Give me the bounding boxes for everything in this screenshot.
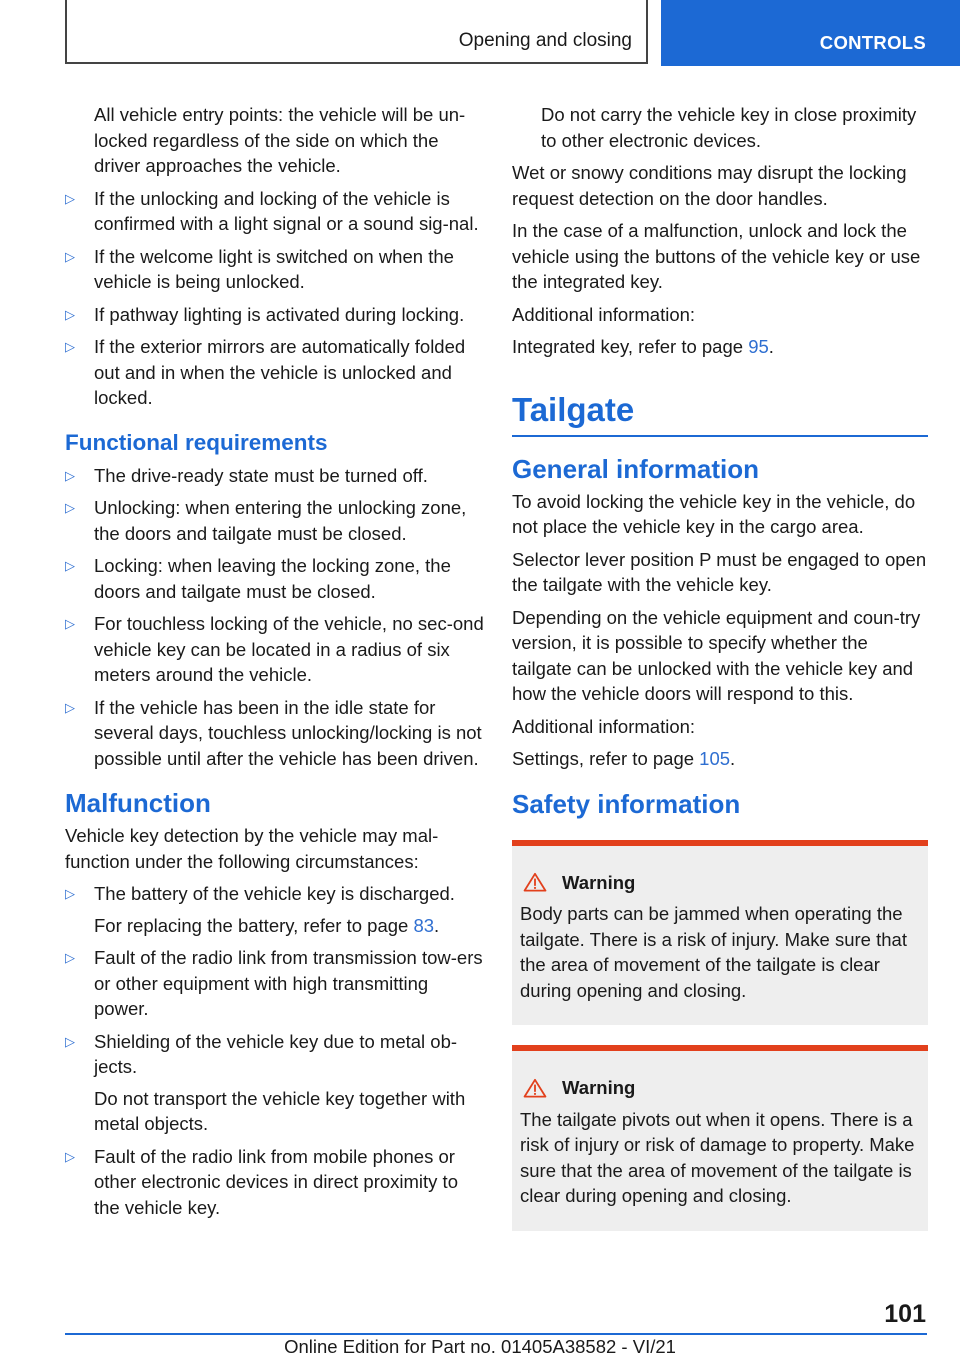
warning-box [512,840,928,1026]
header-chapter-title: CONTROLS [819,32,926,53]
warning-triangle-icon [522,872,548,892]
triangle-bullet-icon: ▷ [65,248,75,264]
list-item: ▷ The battery of the vehicle key is discharged. For replacing the battery, refer to page 83. [65,881,485,938]
options-list [65,186,485,411]
list-item: ▷ If the welcome light is switched on when the vehicle is being unlocked. [65,245,454,292]
functional-requirements-list [65,463,485,772]
triangle-bullet-icon: ▷ [65,616,75,631]
triangle-bullet-icon: ▷ [65,500,75,515]
list-item: ▷ If the exterior mirrors are automatically folded out and in when the vehicle is unlocked and locked. [65,336,466,408]
metal-objects-note: Do not transport the vehicle key together with metal objects. [94,1087,466,1134]
page-number: 101 [884,1300,926,1328]
header-section-title: Opening and closing [458,30,632,51]
malfunction-heading: Malfunction [65,788,211,818]
intro-continuation: All vehicle entry points: the vehicle will be un-locked regardless of the side on which the driver approaches the vehicle. [94,104,466,176]
integrated-key-reference: Integrated key, refer to page 95. [512,336,774,357]
malfunction-action-paragraph: In the case of a malfunction, unlock and lock the vehicle using the buttons of the vehicle key or use the integrated key. [512,220,921,292]
functional-requirements-heading: Functional requirements [65,429,328,455]
right-continuation: Do not carry the vehicle key in close proximity to other electronic devices. [541,104,917,151]
list-item: ▷ Fault of the radio link from mobile phones or other electronic devices in direct proximity to the vehicle key. [65,1145,458,1218]
list-item: ▷ If the vehicle has been in the idle state for several days, touchless unlocking/locking is not possible until after the vehicle has been driven. [65,696,482,769]
list-item: ▷ Locking: when leaving the locking zone, the doors and tailgate must be closed. [65,555,451,602]
page-link-105[interactable]: 105 [699,748,731,769]
list-item: ▷ For touchless locking of the vehicle, no sec-ond vehicle key can be located in a radius of six meters around the vehicle. [65,613,484,685]
malfunction-intro: Vehicle key detection by the vehicle may mal-function under the following circumstances: [65,825,439,872]
triangle-bullet-icon: ▷ [65,950,75,965]
tailgate-heading: Tailgate [512,390,928,437]
header-chapter-tab [661,0,960,66]
additional-information-label: Additional information: [512,715,696,737]
triangle-bullet-icon: ▷ [65,306,75,322]
list-item: ▷ If the unlocking and locking of the vehicle is confirmed with a light signal or a sound sig-nal. [65,187,479,234]
triangle-bullet-icon: ▷ [65,699,75,715]
triangle-bullet-icon: ▷ [65,339,75,354]
left-column [65,102,485,1227]
general-info-paragraph: Depending on the vehicle equipment and coun-try version, it is possible to specify whether the tailgate can be unlocked with the vehicle key and how the vehicle doors will respond to this. [512,606,921,704]
warning-text: The tailgate pivots out when it opens. There is a risk of injury or risk of damage to property. Make sure that the area of movement of the tailgate is clear during opening and closing. [520,1108,915,1206]
triangle-bullet-icon: ▷ [65,190,75,206]
list-item: ▷ Fault of the radio link from transmission tow-ers or other equipment with high transmitting power. [65,947,483,1019]
general-info-paragraph: To avoid locking the vehicle key in the vehicle, do not place the vehicle key in the cargo area. [512,490,916,537]
triangle-bullet-icon: ▷ [65,1148,75,1164]
footer-edition: Online Edition for Part no. 01405A38582 - VI/21 [284,1336,676,1357]
page-link-83[interactable]: 83 [413,914,435,936]
list-item: ▷ Shielding of the vehicle key due to metal ob-jects. Do not transport the vehicle key together with metal objects. [65,1029,485,1137]
triangle-bullet-icon: ▷ [65,886,75,901]
wet-conditions-paragraph: Wet or snowy conditions may disrupt the locking request detection on the door handles. [512,162,907,209]
battery-reference: For replacing the battery, refer to page 83. [94,914,440,936]
settings-reference: Settings, refer to page 105. [512,748,736,769]
malfunction-list [65,881,485,1220]
warning-box [512,1045,928,1231]
general-information-heading: General information [512,453,760,484]
triangle-bullet-icon: ▷ [65,467,75,483]
warning-title: Warning [562,1077,636,1098]
page-link-95[interactable]: 95 [748,336,769,357]
safety-information-heading: Safety information [512,788,741,819]
header-section-box [65,0,648,64]
warning-text: Body parts can be jammed when operating the tailgate. There is a risk of injury. Make sure that the area of movement of the tailgate is clear during opening and closing. [520,903,907,1001]
additional-information-label: Additional information: [512,303,696,325]
list-item: ▷ The drive-ready state must be turned off. [65,463,485,489]
right-column [512,102,928,1231]
general-info-paragraph: Selector lever position P must be engaged to open the tailgate with the vehicle key. [512,548,927,595]
warning-triangle-icon [522,1078,548,1098]
triangle-bullet-icon: ▷ [65,1033,75,1049]
warning-title: Warning [562,871,636,893]
list-item: ▷ Unlocking: when entering the unlocking zone, the doors and tailgate must be closed. [65,497,467,544]
list-item: ▷ If pathway lighting is activated during locking. [65,302,485,328]
triangle-bullet-icon: ▷ [65,558,75,573]
